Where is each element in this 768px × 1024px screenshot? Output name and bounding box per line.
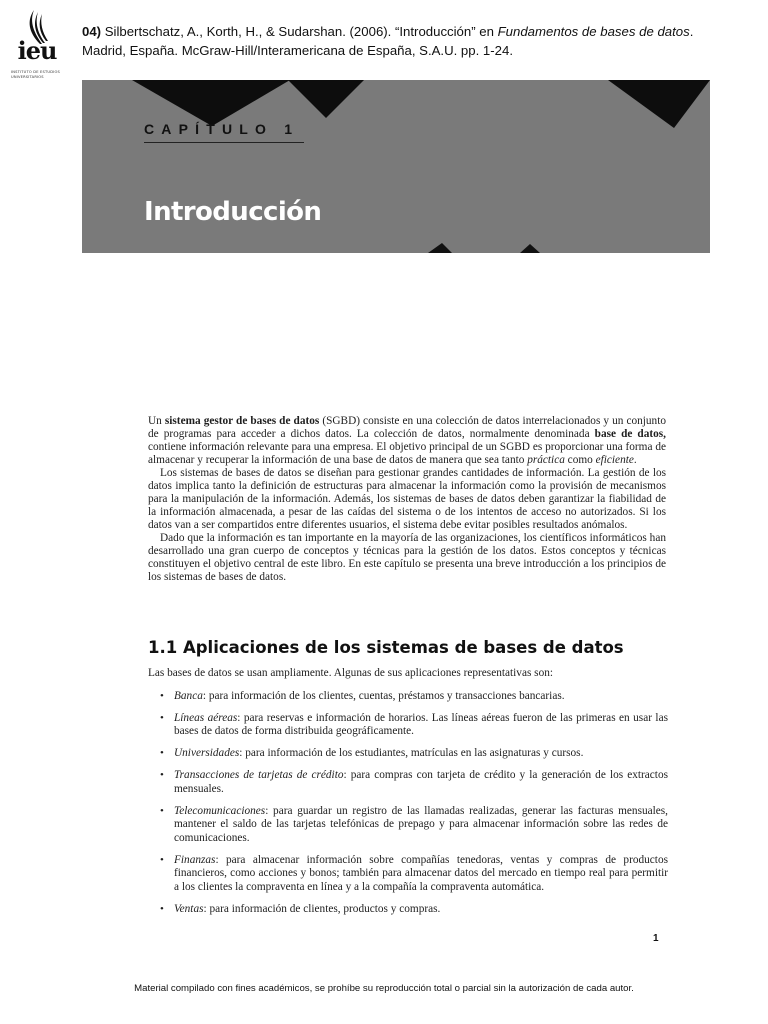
item-term: Telecomunicaciones — [174, 804, 266, 817]
citation — [82, 22, 722, 60]
item-text: : para reservas e información de horarios. Las líneas aéreas fueron de las primeras en usar las bases de datos de forma distribuida geográficamente. — [174, 711, 668, 738]
applications-list — [160, 690, 668, 925]
item-term: Finanzas — [174, 853, 216, 866]
body-text — [148, 415, 666, 584]
banner-decoration — [82, 80, 710, 253]
section-title: 1.1 Aplicaciones de los sistemas de bases de datos — [148, 638, 624, 657]
list-item — [160, 854, 668, 895]
citation-authors: Silbertschatz, A., Korth, H., & Sudarshan. (2006). “Introducción” en — [101, 24, 498, 39]
list-item — [160, 747, 668, 761]
paragraph-1 — [148, 415, 666, 467]
citation-book-title: Fundamentos de bases de datos — [497, 24, 690, 39]
item-text: : para almacenar información sobre compañías tenedoras, ventas y compras de productos financieros, como acciones y bonos; también para almacenar datos del mercado en tiempo real para permitir a los clientes la compraventa en línea y a la compañía la compraventa automática. — [174, 853, 668, 894]
list-item — [160, 903, 668, 917]
citation-number: 04) — [82, 24, 102, 39]
item-term: Transacciones de tarjetas de crédito — [174, 769, 344, 782]
p1-text-i: . — [633, 454, 637, 466]
paragraph-3: Dado que la información es tan importante en la mayoría de las organizaciones, los científicos informáticos han desarrollado una gran cuerpo de conceptos y técnicas para la gestión de los datos. Estos conceptos y técnicas constituyen el objetivo central de este libro. En este capítulo se presenta una breve introducción a los principios de los sistemas de bases de datos. — [148, 532, 666, 583]
p1-term-sgbd: sistema gestor de bases de datos — [164, 415, 320, 427]
item-text: : para información de clientes, productos y compras. — [203, 902, 441, 915]
chapter-rule — [144, 142, 304, 143]
p1-text-a: Un — [148, 415, 165, 427]
chapter-label: CAPÍTULO 1 — [144, 121, 300, 137]
page-number: 1 — [653, 933, 659, 944]
citation-publisher: . Madrid, España. McGraw-Hill/Interamericana de España, S.A.U. pp. 1-24. — [82, 24, 694, 58]
p1-term-practica: práctica — [527, 454, 565, 466]
item-term: Universidades — [174, 747, 240, 760]
p1-term-base-de-datos: base de datos, — [594, 428, 666, 440]
p1-text-c: (SGBD) consiste en una colección de datos interrelacionados y un conjunto de programas para acceder a dichos datos. La colección de datos, normalmente denominada — [148, 415, 666, 440]
footer-notice: Material compilado con fines académicos, se prohíbe su reproducción total o parcial sin la autorización de cada autor. — [134, 983, 634, 994]
item-term: Banca — [174, 690, 203, 702]
item-text: : para compras con tarjeta de crédito y la generación de los extractos mensuales. — [174, 769, 668, 795]
list-item — [160, 712, 668, 739]
item-text: : para guardar un registro de las llamadas realizadas, generar las facturas mensuales, mantener el saldo de las tarjetas telefónicas de prepago y para almacenar información sobre las redes de comunicaciones. — [174, 804, 668, 844]
item-term: Ventas — [174, 902, 204, 915]
p1-term-eficiente: eficiente — [595, 454, 634, 466]
item-text: : para información de los clientes, cuentas, préstamos y transacciones bancarias. — [202, 690, 565, 702]
item-term: Líneas aéreas — [174, 711, 238, 724]
list-item — [160, 690, 668, 704]
list-item — [160, 769, 668, 796]
paragraph-2: Los sistemas de bases de datos se diseñan para gestionar grandes cantidades de información. La gestión de los datos implica tanto la definición de estructuras para almacenar la información como la provisión de mecanismos para la manipulación de la información. Además, los sistemas de bases de datos deben garantizar la fiabilidad de la información almacenada, a pesar de las caídas del sistema o de los intentos de acceso no autorizados. Si los datos van a ser compartidos entre diferentes usuarios, el sistema debe evitar posibles resultados anómalos. — [148, 467, 666, 531]
logo-subtext: INSTITUTO DE ESTUDIOS UNIVERSITARIOS — [11, 70, 60, 79]
logo-text: ieu — [17, 36, 57, 65]
item-text: : para información de los estudiantes, matrículas en las asignaturas y cursos. — [239, 747, 584, 760]
chapter-title: Introducción — [144, 197, 322, 227]
section-intro: Las bases de datos se usan ampliamente. Algunas de sus aplicaciones representativas son: — [148, 667, 554, 679]
p1-text-e: contiene información relevante para una empresa. El objetivo principal de un SGBD es proporcionar una forma de almacenar y recuperar la información de una base de datos de manera que sea tanto — [148, 441, 666, 466]
p1-text-g: como — [564, 454, 596, 466]
chapter-banner — [82, 80, 710, 253]
list-item — [160, 805, 668, 846]
